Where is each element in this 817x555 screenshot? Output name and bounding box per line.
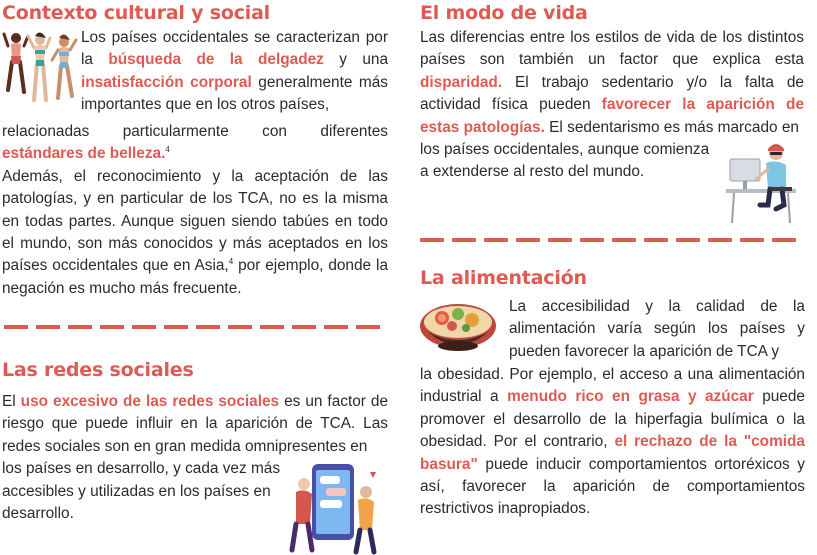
social-paragraph: El uso excesivo de las redes sociales es un factor de riesgo que puede influir en la aparición de TCA. Las redes sociales son en gran medida omnipresentes en los países en desarrollo, y cada vez más accesibles y utilizadas en los países en desarrollo. [2,393,388,523]
highlight-grasa-azucar: menudo rico en grasa y azúcar [507,388,754,406]
food-paragraph: la obesidad. Por ejemplo, el acceso a una alimentación industrial a menudo rico en grasa y azúcar puede promover el desarrollo de la hiperfagia bulímica o la obesidad. Por el contrario, el rechazo de la "comida basura" puede inducir comportamientos ortoréxicos y así, favorecer la aparición de comportamientos restrictivos inapropiados. [420,366,806,518]
cultural-line-1: Los países occidentales se caracterizan por [81,29,388,46]
cultural-body-block [2,121,388,300]
cultural-line-5: relacionadas particularmente con diferentes [2,123,388,140]
highlight-insatisfaccion: insatisfacción corporal [81,73,252,91]
section-title-food: La alimentación [420,267,587,289]
food-intro-block: La accesibilidad y la calidad de la alimentación varía según los países y pueden favorecer la aparición de TCA y [509,298,805,360]
highlight-disparidad: disparidad. [420,73,503,91]
highlight-busqueda: búsqueda de la delgadez [108,51,324,69]
lifestyle-paragraph: Las diferencias entre los estilos de vida de los distintos países son también un factor que explica esta disparidad. El trabajo sedentario y/o la falta de actividad física pueden favorecer la aparición de estas patologías. El sedentarismo es más marcado en los países occidentales, aunque comienza a extenderse al resto del mundo. [420,29,805,181]
dancing-women-illustration [2,30,78,110]
highlight-comida-basura: el rechazo de la "comida basura" [420,433,805,473]
cultural-line-6: estándares de belleza.$^4$ [2,145,170,163]
section-title-lifestyle: El modo de vida [420,2,588,24]
section-divider-right [420,238,804,242]
highlight-estandares: estándares de belleza. [2,145,166,163]
cultural-intro-block [81,27,388,117]
cultural-line-4: importantes que en los otros países, [81,96,330,114]
highlight-redes: uso excesivo de las redes sociales [20,393,280,410]
food-bowl-illustration [418,300,498,358]
cultural-paragraph-2: Además, el reconocimiento y la aceptación de las patologías, y en particular de los TCA, no es la misma en todas partes. Aunque siguen siendo tabúes en todo el mundo, son más conocidos y más aceptados en los países occidentales que en Asia,$^4$ por ejemplo, donde la negación es mucho más frecuente. [2,167,388,297]
section-title-social: Las redes sociales [2,359,194,381]
section-title-cultural: Contexto cultural y social [2,2,270,24]
office-worker-illustration [726,143,806,223]
cultural-line-3: insatisfacción corporal generalmente más [81,73,388,91]
cultural-line-2: la búsqueda de la delgadez y una [81,51,389,69]
section-divider-left [4,325,388,329]
smartphone-social-illustration [284,462,384,554]
highlight-favorecer: favorecer la aparición de estas patologías. [420,96,805,136]
